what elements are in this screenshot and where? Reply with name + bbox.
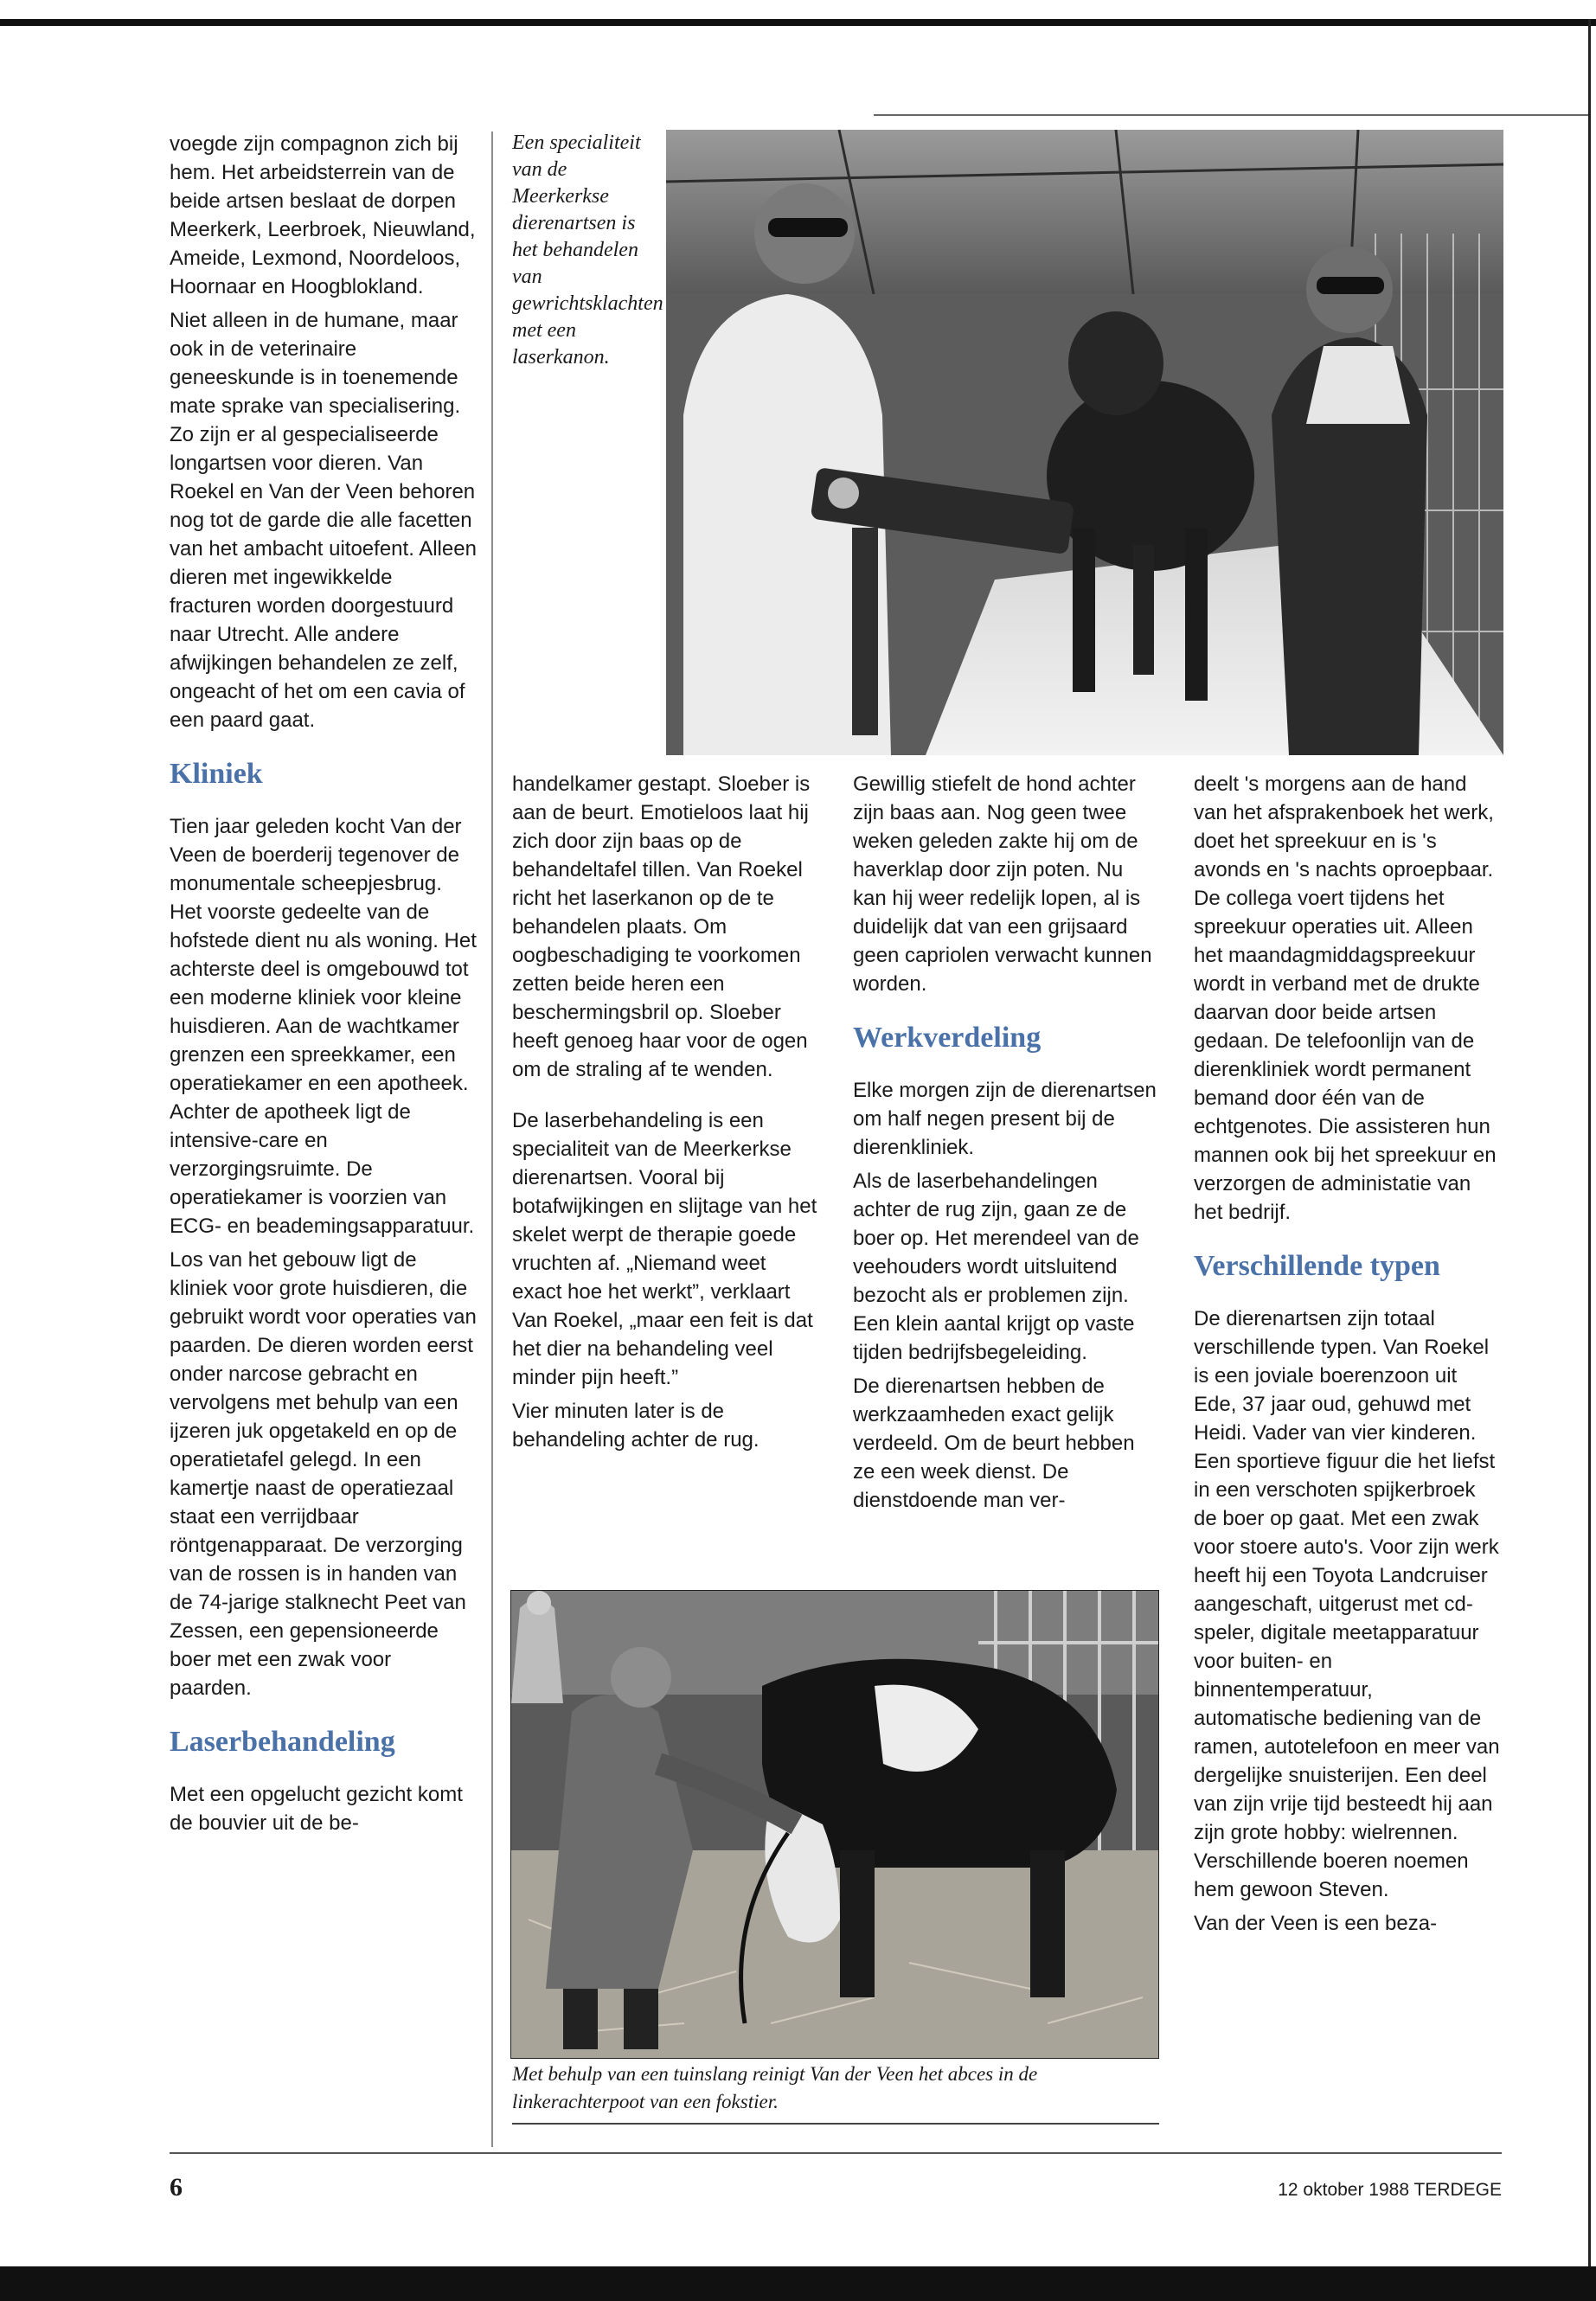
caption-rule <box>512 2123 1159 2125</box>
column2-paragraph-3: Vier minuten later is de behandeling achter de rug. <box>512 1400 760 1452</box>
kliniek-paragraph-1: Tien jaar geleden kocht Van der Veen de boerderij tegenover de monumentale scheepjesbrug. Het voorste gedeelte van de hofstede dient nu als woning. Het achterste deel is omgebouwd tot een moderne kliniek voor kleine huisdieren. Aan de wachtkamer grenzen een spreekkamer, een operatiekamer en een apotheek. Achter de apotheek ligt de intensive-care en verzorgingsruimte. De operatiekamer is voorzien van ECG- en beademingsapparatuur. <box>170 815 477 1238</box>
article-column-2 <box>512 770 820 1454</box>
column4-paragraph-1: deelt 's morgens aan de hand van het afsprakenboek het werk, doet het spreekuur en is 's avonds en 's nachts oproepbaar. De collega voert tijdens het spreekuur operaties uit. Alleen het maandagmiddagspreekuur wordt in verband met de drukte daarvan door beide artsen gedaan. De telefoonlijn van de dierenkliniek wordt permanent bemand door één van de echtgenotes. Die assisteren hun mannen ook bij het spreekuur en verzorgen de administatie van het bedrijf. <box>1194 772 1497 1224</box>
column3-paragraph-1: Gewillig stiefelt de hond achter zijn baas aan. Nog geen twee weken geleden zakte hij om de haverklap door zijn poten. Nu kan hij weer redelijk lopen, al is duidelijk dat van een grijsaard geen capriolen verwacht kunnen worden. <box>853 772 1152 996</box>
caption-bottom-text: Met behulp van een tuinslang reinigt Van der Veen het abces in de linkerachterpoot van een fokstier. <box>512 2063 1038 2112</box>
scan-border-bottom <box>0 2266 1596 2301</box>
scan-border-right <box>1588 19 1591 2266</box>
column2-paragraph-1: handelkamer gestapt. Sloeber is aan de beurt. Emotieloos laat hij zich door zijn baas op de behandeltafel tillen. Van Roekel richt het laserkanon op de te behandelen plaats. Om oogbeschadiging te voorkomen zetten beide heren een beschermingsbril op. Sloeber heeft genoeg haar voor de ogen om de straling af te wenden. <box>512 772 811 1081</box>
issue-date: 12 oktober 1988 TERDEGE <box>1278 2180 1502 2200</box>
photo-laser-treatment <box>666 130 1503 755</box>
laser-paragraph: Met een opgelucht gezicht komt de bouvier uit de be- <box>170 1783 463 1835</box>
werkverdeling-paragraph-2: Als de laserbehandelingen achter de rug zijn, gaan ze de boer op. Het merendeel van de veehouders wordt uitsluitend bezocht als er problemen zijn. Een klein aantal krijgt op vaste tijden bedrijfsbegeleiding. <box>853 1170 1139 1364</box>
heading-kliniek: Kliniek <box>170 758 263 790</box>
werkverdeling-paragraph-1: Elke morgen zijn de dierenartsen om half negen present bij de dierenkliniek. <box>853 1079 1157 1159</box>
werkverdeling-paragraph-3: De dierenartsen hebben de werkzaamheden exact gelijk verdeeld. Om de beurt hebben ze een week dienst. De dienstdoende man ver- <box>853 1375 1135 1512</box>
column1-paragraph: Niet alleen in de humane, maar ook in de veterinaire geneeskunde is in toenemende mate sprake van specialisering. Zo zijn er al gespecialiseerde longartsen voor dieren. Van Roekel en Van der Veen behoren nog tot de garde die alle facetten van het ambacht uitoefent. Alleen dieren met ingewikkelde fracturen worden doorgestuurd naar Utrecht. Alle andere afwijkingen behandelen ze zelf, ongeacht of het om een cavia of een paard gaat. <box>170 309 477 732</box>
page-number: 6 <box>170 2173 183 2202</box>
footer-rule <box>170 2152 1502 2154</box>
heading-werkverdeling: Werkverdeling <box>853 1022 1042 1054</box>
photo-cleaning-abscess <box>510 1590 1159 2059</box>
kliniek-paragraph-2: Los van het gebouw ligt de kliniek voor grote huisdieren, die gebruikt wordt voor operaties van paarden. De dieren worden eerst onder narcose gebracht en vervolgens met behulp van een ijzeren juk opgetakeld en op de operatietafel gelegd. In een kamertje naast de operatiezaal staat een verrijdbaar röntgenapparaat. De verzorging van de rossen is in handen van de 74-jarige stalknecht Peet van Zessen, een gepensioneerde boer met een zwak voor paarden. <box>170 1248 477 1700</box>
typen-paragraph-1: De dierenartsen zijn totaal verschillende typen. Van Roekel is een joviale boerenzoon uit Ede, 37 jaar oud, gehuwd met Heidi. Vader van vier kinderen. Een sportieve figuur die het liefst in een verschoten spijkerbroek de boer op gaat. Met een zwak voor stoere auto's. Voor zijn werk heeft hij een Toyota Landcruiser aangeschaft, uitgerust met cd-speler, digitale meetapparatuur voor buiten- en binnentemperatuur, automatische bediening van de ramen, autotelefoon en meer van dergelijke snuisterijen. Een deel van zijn vrije tijd besteedt hij aan zijn grote hobby: wielrennen. Verschillende boeren noemen hem gewoon Steven. <box>1194 1307 1500 1901</box>
article-column-3 <box>853 770 1161 1515</box>
photo-caption-top: Een specialiteit van de Meerkerkse dierenartsen is het behandelen van gewrichtsklachten met een laserkanon. <box>512 131 663 369</box>
column-separator <box>491 131 493 2147</box>
article-column-1 <box>170 130 478 1837</box>
laser-treatment-illustration <box>666 130 1503 755</box>
column2-paragraph-2: De laserbehandeling is een specialiteit van de Meerkerkse dierenartsen. Vooral bij botafwijkingen en slijtage van het skelet werpt de therapie goede vruchten af. „Niemand weet exact hoe het werkt”, verklaart Van Roekel, „maar een feit is dat het dier na behandeling veel minder pijn heeft.” <box>512 1109 817 1389</box>
heading-verschillende-typen: Verschillende typen <box>1194 1250 1440 1282</box>
article-column-4 <box>1194 770 1502 1938</box>
scan-border-top <box>0 19 1596 26</box>
stable-illustration <box>511 1591 1158 2058</box>
photo-caption-bottom <box>512 2061 1170 2116</box>
header-rule <box>874 114 1588 116</box>
heading-laserbehandeling: Laserbehandeling <box>170 1726 395 1758</box>
column1-intro: voegde zijn compagnon zich bij hem. Het arbeidsterrein van de beide artsen beslaat de dorpen Meerkerk, Leerbroek, Nieuwland, Ameide, Lexmond, Noordeloos, Hoornaar en Hoogblokland. <box>170 132 476 298</box>
typen-paragraph-2: Van der Veen is een beza- <box>1194 1912 1438 1935</box>
